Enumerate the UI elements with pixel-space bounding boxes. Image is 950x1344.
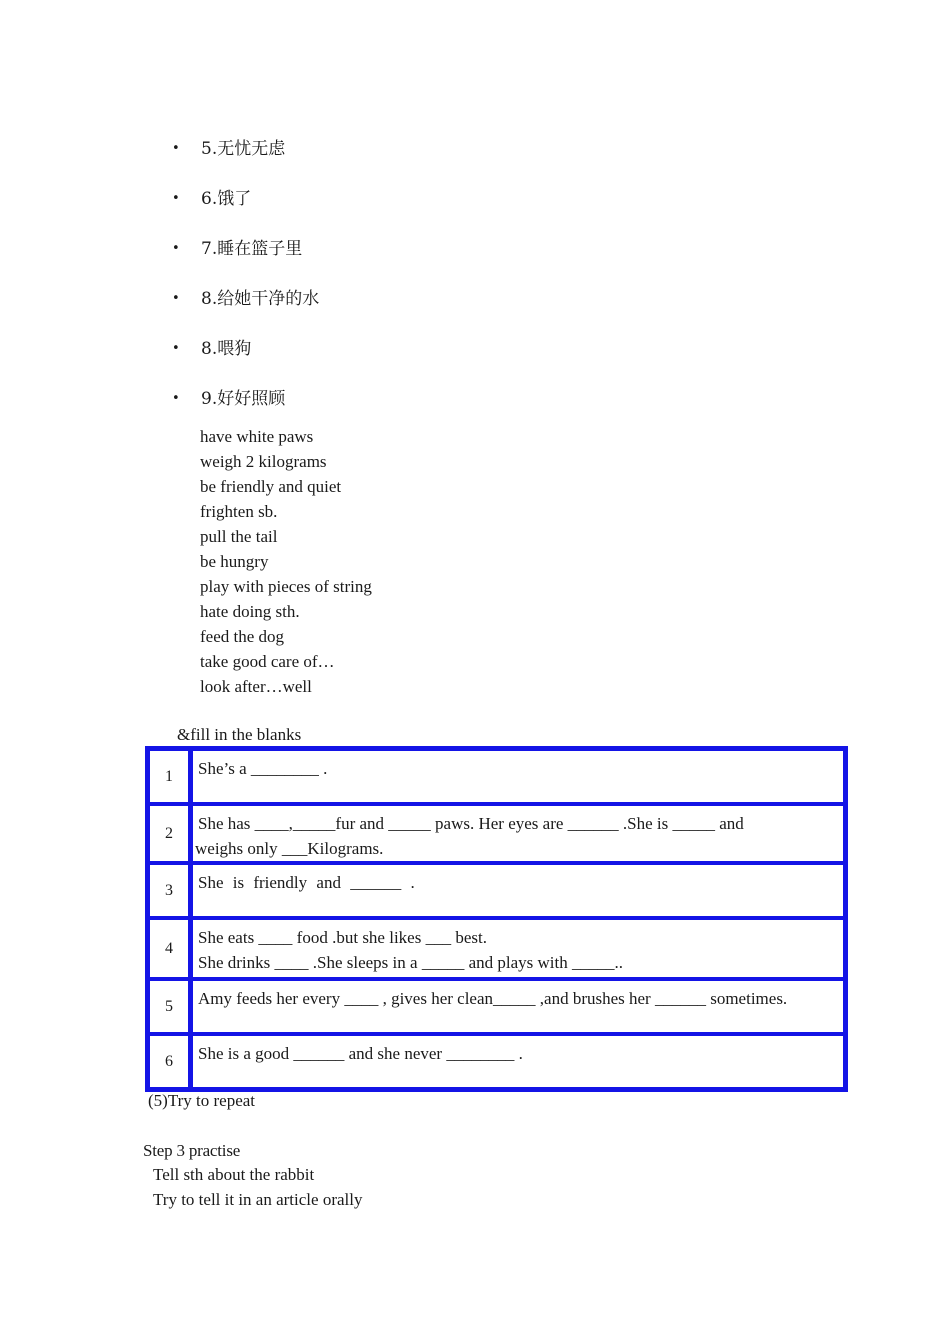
row-text (191, 749, 845, 804)
row-line: She drinks ____ .She sleeps in a _____ and plays with _____.. (198, 953, 623, 972)
bullet-dot-icon: • (172, 191, 180, 206)
step3-line: Try to tell it in an article orally (153, 1190, 363, 1209)
row-line: She is friendly and ______ . (198, 873, 415, 892)
bullet-dot-icon: • (172, 291, 180, 306)
bullet-item (172, 286, 319, 336)
phrase-item: have white paws (200, 427, 314, 446)
table-row (148, 1034, 845, 1089)
row-text (191, 918, 845, 979)
row-number: 6 (148, 1034, 191, 1089)
row-line: Amy feeds her every ____ , gives her clean_____ ,and brushes her ______ sometimes. (198, 989, 788, 1008)
bullet-item (172, 336, 319, 386)
bullet-text: 9.好好照顾 (201, 389, 286, 409)
row-text (191, 804, 845, 863)
phrase-item: be hungry (200, 552, 269, 571)
row-line: She is a good ______ and she never ________ . (198, 1044, 523, 1063)
bullet-text: 5.无忧无虑 (201, 139, 286, 159)
bullet-text: 8.喂狗 (201, 339, 252, 359)
phrase-item: play with pieces of string (200, 577, 372, 596)
step3-line: Tell sth about the rabbit (153, 1165, 315, 1184)
bullet-text: 6.饿了 (201, 189, 252, 209)
table-row (148, 918, 845, 979)
phrase-list (200, 424, 372, 699)
row-line: She’s a ________ . (198, 759, 328, 778)
bullet-item (172, 236, 319, 286)
fill-in-blanks-table (145, 746, 848, 1092)
phrase-item: weigh 2 kilograms (200, 452, 327, 471)
row-line: weighs only ___Kilograms. (195, 839, 384, 858)
row-number: 3 (148, 863, 191, 918)
row-text (191, 863, 845, 918)
chinese-bullet-list (172, 136, 319, 436)
table-caption: &fill in the blanks (177, 725, 302, 744)
table-row (148, 804, 845, 863)
bullet-dot-icon: • (172, 391, 180, 406)
phrase-item: be friendly and quiet (200, 477, 342, 496)
table-row (148, 863, 845, 918)
table-row (148, 749, 845, 804)
row-line: She has ____,_____fur and _____ paws. Her eyes are ______ .She is _____ and (198, 814, 744, 833)
row-number: 2 (148, 804, 191, 863)
bullet-item (172, 136, 319, 186)
step3-title: Step 3 practise (143, 1141, 241, 1160)
phrase-item: hate doing sth. (200, 602, 300, 621)
row-line: She eats ____ food .but she likes ___ best. (198, 928, 487, 947)
row-number: 5 (148, 979, 191, 1034)
try-repeat-line: (5)Try to repeat (148, 1091, 256, 1110)
bullet-dot-icon: • (172, 241, 180, 256)
bullet-text: 7.睡在篮子里 (201, 239, 303, 259)
phrase-item: look after…well (200, 677, 312, 696)
row-number: 4 (148, 918, 191, 979)
row-text (191, 1034, 845, 1089)
bullet-text: 8.给她干净的水 (201, 289, 320, 309)
table-row (148, 979, 845, 1034)
phrase-item: take good care of… (200, 652, 335, 671)
phrase-item: feed the dog (200, 627, 285, 646)
phrase-item: pull the tail (200, 527, 278, 546)
bullet-item (172, 186, 319, 236)
bullet-dot-icon: • (172, 141, 180, 156)
bullet-dot-icon: • (172, 341, 180, 356)
phrase-item: frighten sb. (200, 502, 278, 521)
row-text (191, 979, 845, 1034)
row-number: 1 (148, 749, 191, 804)
